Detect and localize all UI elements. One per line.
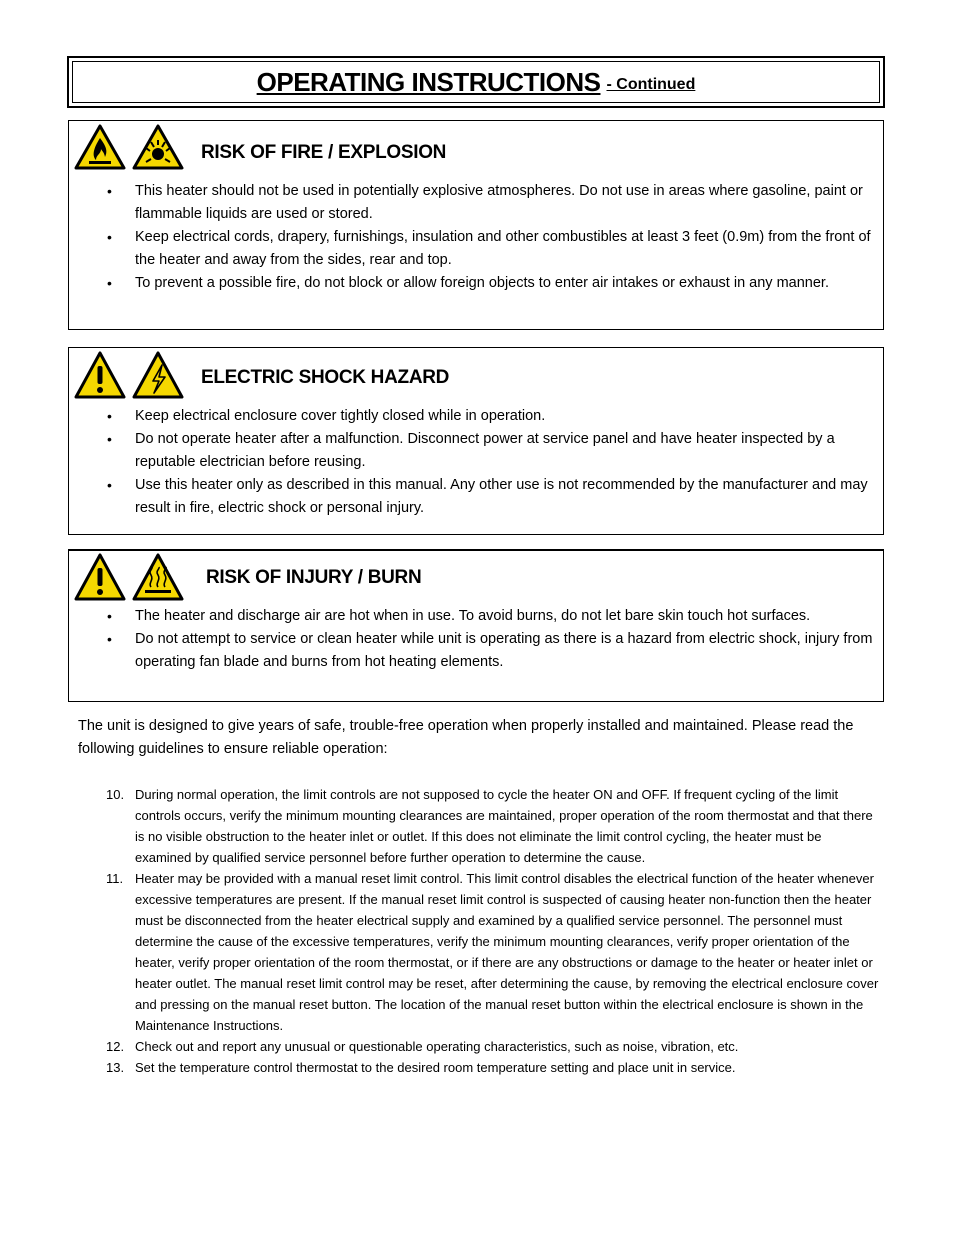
- step-number: 10.: [106, 787, 125, 802]
- list-item: • This heater should not be used in potentially explosive atmospheres. Do not use in areas where gasoline, paint or flammable liquids are used or stored.: [69, 180, 883, 226]
- list-item: • Do not attempt to service or clean heater while unit is operating as there is a hazard from electric shock, injury from operating fan blade and burns from hot heating elements.: [69, 628, 883, 674]
- intro-paragraph: The unit is designed to give years of safe, trouble-free operation when properly installed and maintained. Please read the following guidelines to ensure reliable operation:: [78, 718, 854, 757]
- warning-list: [69, 605, 883, 674]
- page-title: OPERATING INSTRUCTIONS: [256, 66, 601, 97]
- step-text: Set the temperature control thermostat to the desired room temperature setting and place unit in service.: [135, 1060, 736, 1075]
- warning-list: [69, 180, 883, 295]
- caution-icon: [74, 351, 126, 399]
- title-inner: [72, 61, 880, 103]
- high-voltage-icon: [132, 351, 184, 399]
- hot-surface-icon: [132, 553, 184, 601]
- guideline-list: [0, 784, 880, 1078]
- step-text: Check out and report any unusual or questionable operating characteristics, such as noise, vibration, etc.: [135, 1039, 739, 1054]
- step-text: During normal operation, the limit controls are not supposed to cycle the heater ON and OFF. If frequent cycling of the limit controls occurs, verify the minimum mounting clearances are maintained, proper operation of the room thermostat and that there is no visible obstruction to the heater inlet or outlet. If this does not eliminate the limit control cycling, the heater must be examined by qualified service personnel before further operation to determine the cause.: [135, 787, 873, 865]
- list-item: • Do not operate heater after a malfunction. Disconnect power at service panel and have heater inspected by a reputable electrician before reusing.: [69, 428, 883, 474]
- warning-heading: RISK OF FIRE / EXPLOSION: [201, 142, 447, 163]
- caution-icon: [74, 553, 126, 601]
- step-number: 12.: [106, 1039, 125, 1054]
- step-number: 13.: [106, 1060, 125, 1075]
- warning-heading: RISK OF INJURY / BURN: [206, 567, 422, 588]
- list-item: [0, 868, 880, 1036]
- list-item: • Keep electrical enclosure cover tightly closed while in operation.: [69, 405, 883, 428]
- step-number: 11.: [106, 871, 124, 886]
- warning-icons: [74, 553, 184, 601]
- list-item: • To prevent a possible fire, do not block or allow foreign objects to enter air intakes or exhaust in any manner.: [69, 272, 883, 295]
- explosive-icon: [132, 124, 184, 170]
- warning-electric-shock: [68, 347, 884, 535]
- list-item: [0, 1057, 880, 1078]
- warning-heading: ELECTRIC SHOCK HAZARD: [201, 367, 450, 388]
- list-item: [0, 1036, 880, 1057]
- warning-icons: [74, 124, 184, 170]
- list-item: • Use this heater only as described in this manual. Any other use is not recommended by the manufacturer and may result in fire, electric shock or personal injury.: [69, 474, 883, 520]
- warning-icons: [74, 351, 184, 399]
- page-subtitle: - Continued: [606, 76, 696, 93]
- warning-injury-burn: [68, 549, 884, 702]
- title-box: [67, 56, 885, 108]
- warning-fire-explosion: [68, 120, 884, 330]
- list-item: • The heater and discharge air are hot when in use. To avoid burns, do not let bare skin touch hot surfaces.: [69, 605, 883, 628]
- warning-list: [69, 405, 883, 520]
- step-text: Heater may be provided with a manual reset limit control. This limit control disables the electrical function of the heater whenever excessive temperatures are present. If the manual reset limit control is suspected of causing heater non-function then the heater must be disconnected from the heater electrical supply and examined by a qualified service personnel. The personnel must determine the cause of the excessive temperatures, verify the minimum mounting clearances, verify proper orientation of the heater, verify proper orientation of the room thermostat, or if there are any obstructions or damage to the heater or heater inlet or heater outlet. The manual reset limit control may be reset, after determining the cause, by removing the electrical enclosure cover and pressing on the manual reset button. The location of the manual reset button within the electrical enclosure is shown in the Maintenance Instructions.: [135, 871, 879, 1033]
- flammable-icon: [74, 124, 126, 170]
- list-item: [0, 784, 880, 868]
- list-item: • Keep electrical cords, drapery, furnishings, insulation and other combustibles at least 3 feet (0.9m) from the front of the heater and away from the sides, rear and top.: [69, 226, 883, 272]
